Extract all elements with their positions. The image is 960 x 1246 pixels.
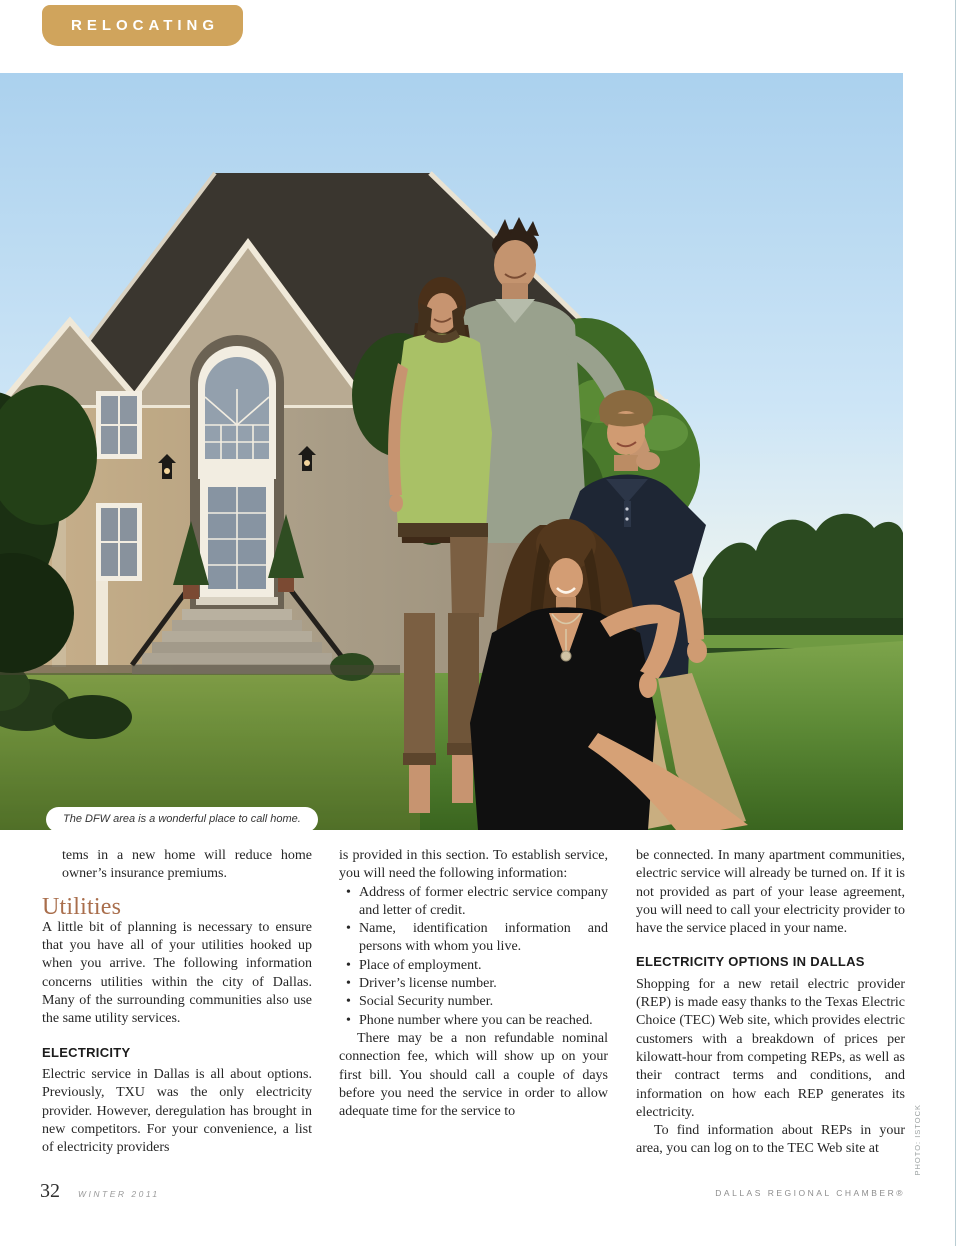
list-item [346, 884, 608, 921]
list-item-text: Driver’s license number. [359, 976, 497, 992]
photo-caption: The DFW area is a wonderful place to call home. [46, 807, 318, 832]
electricity-heading: ELECTRICITY [42, 1044, 131, 1060]
publisher-label: DALLAS REGIONAL CHAMBER® [715, 1188, 905, 1198]
column-3 [636, 847, 905, 1159]
list-item [346, 920, 608, 957]
list-item [346, 957, 608, 975]
photo-credit: PHOTO: ISTOCK [913, 1104, 922, 1176]
column-2 [339, 847, 608, 1121]
page-number: 32 [40, 1180, 60, 1202]
options-heading: ELECTRICITY OPTIONS IN DALLAS [636, 954, 865, 970]
options-paragraph: Shopping for a new retail electric provider (REP) is made easy thanks to the Texas Electric Choice (TEC) Web site, which provides electric customers with a breakdown of prices per kilowatt-hour from competing REPs, as well as their contract terms and conditions, and information on how each REP generates its electricity. [636, 976, 905, 1120]
list-item-text: Phone number where you can be reached. [359, 1012, 593, 1028]
list-item-text: Social Security number. [359, 994, 494, 1010]
fee-paragraph: There may be a non refundable nominal connection fee, which will show up on your first bill. You should call a couple of days before you need the service in order to allow adequate time for the service to [339, 1030, 608, 1120]
hero-photo [0, 73, 903, 830]
list-item [346, 975, 608, 993]
find-paragraph: To find information about REPs in your area, you can log on to the TEC Web site at [636, 1123, 905, 1157]
window [96, 391, 142, 459]
list-item-text: Name, identification information and persons with whom you live. [359, 921, 608, 955]
window [96, 503, 142, 581]
electricity-paragraph: Electric service in Dallas is all about options. Previously, TXU was the only electricity provider. However, deregulation has brought in new competitors. For your convenience, a list of electricity providers [42, 1066, 312, 1156]
continuation-paragraph: tems in a new home will reduce home owner’s insurance premiums. [62, 848, 312, 882]
requirements-list [339, 884, 608, 1030]
father-hand [636, 452, 660, 470]
page-edge-rule [955, 0, 956, 1246]
list-item-text: Address of former electric service company and letter of credit. [359, 884, 608, 918]
utilities-paragraph: A little bit of planning is necessary to ensure that you have all of your utilities hooked up when you arrive. The following information concerns utilities within the city of Dallas. Many of the surrounding communities also use the same utility services. [42, 919, 312, 1027]
connected-paragraph: be connected. In many apartment communities, electric service will already be turned on. If it is not provided as part of your lease agreement, you will need to call your electricity provider to have the service placed in your name. [636, 848, 905, 937]
intro-paragraph: is provided in this section. To establish service, you will need the following information: [339, 848, 608, 882]
list-item [346, 1012, 608, 1030]
list-item-text: Place of employment. [359, 957, 482, 973]
utilities-heading: Utilities [42, 893, 122, 920]
issue-label: WINTER 2011 [78, 1189, 160, 1199]
family-house-illustration [0, 73, 903, 830]
section-tab-relocating: RELOCATING [42, 5, 243, 46]
column-1 [42, 847, 312, 1157]
list-item [346, 993, 608, 1011]
